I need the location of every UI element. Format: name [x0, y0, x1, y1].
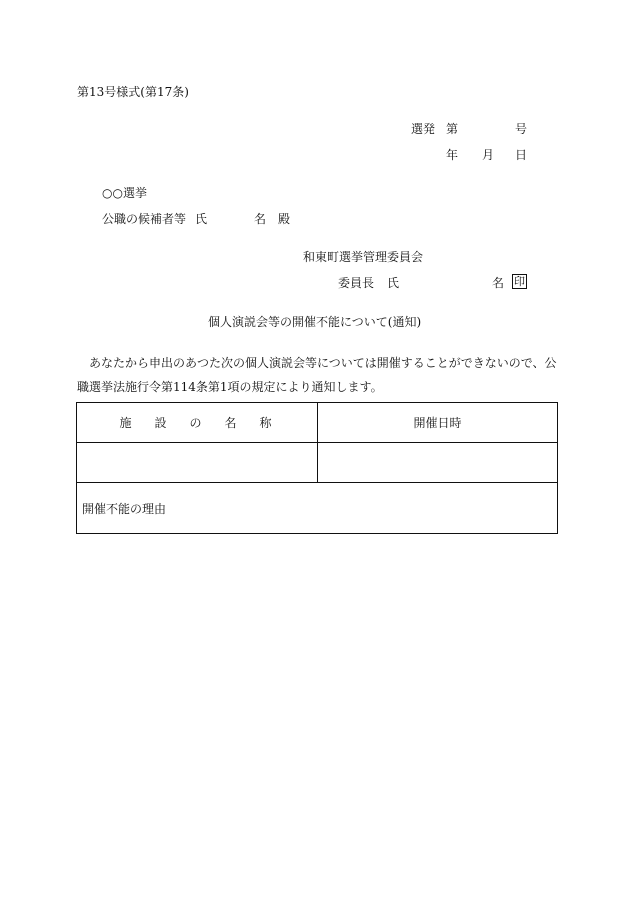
notice-table	[76, 402, 558, 534]
addressee-honorific: 殿	[278, 212, 291, 226]
chair-shi: 氏	[387, 276, 400, 290]
committee-name: 和東町選挙管理委員会	[303, 250, 424, 264]
body-text: あなたから申出のあつた次の個人演説会等については開催することができないので、公職選挙法施行令第114条第1項の規定により通知します。	[77, 356, 557, 394]
table-header-row	[77, 403, 558, 443]
date-header: 開催日時	[413, 415, 462, 430]
date-value-cell	[318, 443, 558, 483]
doc-number-go: 号	[515, 122, 528, 136]
facility-header-cell	[77, 403, 318, 443]
doc-number-prefix: 選発	[411, 122, 436, 136]
addressee-shi: 氏	[195, 212, 208, 226]
table-row	[77, 443, 558, 483]
reason-row	[77, 483, 558, 534]
date-day: 日	[515, 148, 528, 162]
doc-number-no: 第	[446, 122, 459, 136]
date-month: 月	[482, 148, 495, 162]
date-header-cell	[318, 403, 558, 443]
chair-mei: 名	[492, 276, 505, 290]
seal-mark: 印	[514, 275, 525, 288]
form-number: 第13号様式(第17条)	[77, 85, 189, 99]
chair-title: 委員長	[338, 276, 375, 290]
reason-cell	[77, 483, 558, 534]
addressee-title: 公職の候補者等	[102, 212, 187, 226]
facility-header: 施設の名称	[119, 415, 295, 430]
document-title: 個人演説会等の開催不能について(通知)	[208, 315, 422, 329]
election-name: ○○選挙	[102, 186, 147, 200]
addressee-mei: 名	[254, 212, 267, 226]
date-year: 年	[446, 148, 459, 162]
reason-label: 開催不能の理由	[82, 502, 167, 516]
facility-value-cell	[77, 443, 318, 483]
